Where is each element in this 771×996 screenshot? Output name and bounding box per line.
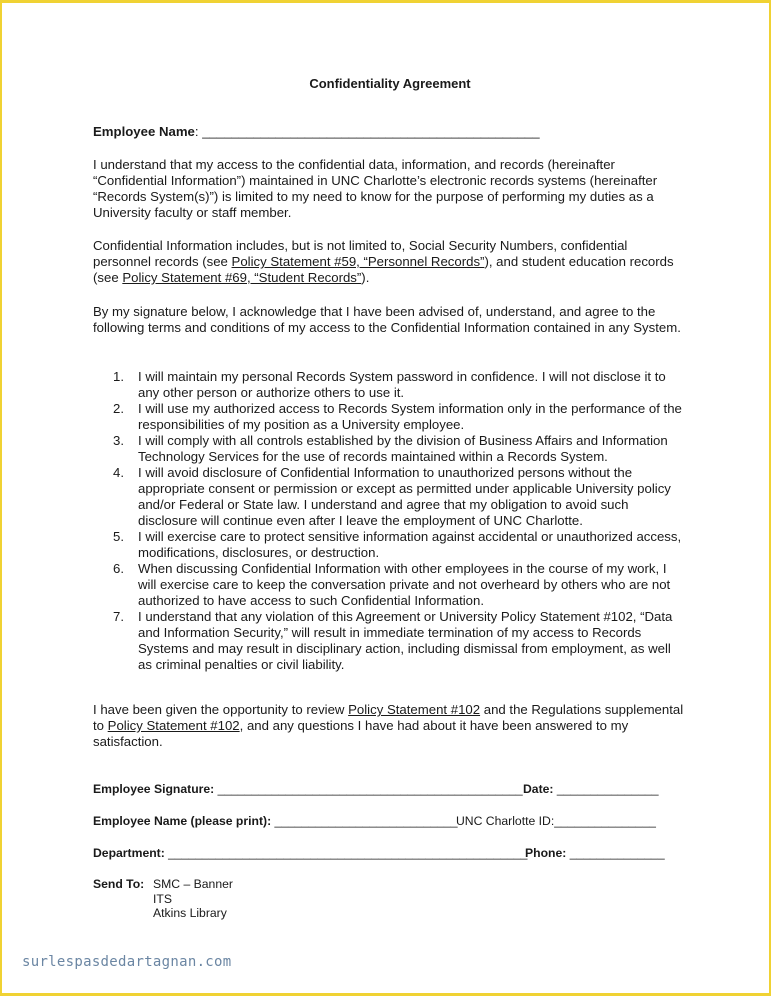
unc-id-row [456,813,656,829]
term-number: 2. [113,401,124,416]
print-name-field[interactable]: ___________________________ [271,814,458,828]
employee-name-label: Employee Name [93,124,195,139]
term-text: I will maintain my personal Records System password in confidence. I will not disclose it to any other person or authorize others to use it. [138,369,666,400]
paragraph4-part1: I have been given the opportunity to review [93,702,349,717]
term-number: 1. [113,369,124,384]
unc-id-label: UNC Charlotte ID: [456,814,555,828]
term-item [93,433,687,465]
send-to-recipient: SMC – Banner [153,877,233,891]
employee-name-blank: : ______________________________________________ [194,124,540,139]
paragraph2-part2: ), and student education records (see [93,254,674,285]
employee-signature-label: Employee Signature: [93,782,215,796]
term-number: 6. [113,561,124,576]
phone-field[interactable]: ______________ [566,846,665,860]
paragraph-review [93,702,687,750]
term-item [93,529,687,561]
unc-id-field[interactable]: _______________ [554,814,656,828]
policy-69-link[interactable]: Policy Statement #69, “Student Records” [122,270,362,285]
term-text: I understand that any violation of this Agreement or University Policy Statement #102, “Data and Information Security,” will result in immediate termination of my access to Records Systems and may result in disciplinary action, including dismissal from employment, as well as criminal penalties or civil liability. [138,609,673,672]
term-item [93,401,687,433]
policy-59-link[interactable]: Policy Statement #59, “Personnel Records” [231,254,485,269]
term-text: I will use my authorized access to Records System information only in the performance of the responsibilities of my position as a University employee. [138,401,682,432]
term-item [93,561,687,609]
send-to-recipient: Atkins Library [153,906,227,920]
watermark-text: surlespasdedartagnan.com [22,954,232,970]
print-name-label: Employee Name (please print): [93,814,272,828]
paragraph2-part1: Confidential Information includes, but is not limited to, Social Security Numbers, confidential personnel records (see [93,238,628,269]
date-label: Date: [523,782,554,796]
terms-list [93,369,687,673]
policy-102-link[interactable]: Policy Statement #102 [107,718,240,733]
send-to-label: Send To: [93,877,145,891]
department-row [93,845,527,861]
department-label: Department: [93,846,165,860]
phone-label: Phone: [525,846,567,860]
employee-name-line [93,124,540,140]
paragraph2-part3: ). [361,270,370,285]
term-number: 7. [113,609,124,624]
phone-row [525,845,665,861]
print-name-row [93,813,458,829]
send-to-recipient: ITS [153,891,172,906]
date-row [523,781,659,797]
send-to-recipients [153,877,233,921]
term-number: 4. [113,465,124,480]
term-item [93,369,687,401]
term-number: 3. [113,433,124,448]
term-text: I will comply with all controls established by the division of Business Affairs and Information Technology Services for the use of records maintained within a Records System. [138,433,668,464]
paragraph-acknowledge: By my signature below, I acknowledge that I have been advised of, understand, and agree to the following terms and conditions of my access to the Confidential Information contained in any System. [93,304,681,335]
term-item [93,465,687,529]
paragraph4-part2: and the Regulations supplemental to [93,702,684,733]
term-item [93,609,687,673]
employee-signature-field[interactable]: _____________________________________________ [214,782,523,796]
signature-row [93,781,523,797]
term-text: When discussing Confidential Information with other employees in the course of my work, I will exercise care to keep the conversation private and not overheard by others who are not authorized to have access to such Confidential Information. [138,561,671,608]
paragraph4-part3: , and any questions I have had about it have been answered to my satisfaction. [93,718,629,749]
term-text: I will exercise care to protect sensitive information against accidental or unauthorized access, modifications, disclosures, or destruction. [138,529,682,560]
send-to-block [93,877,233,921]
policy-102-link[interactable]: Policy Statement #102 [348,702,481,717]
term-number: 5. [113,529,124,544]
term-text: I will avoid disclosure of Confidential Information to unauthorized persons without the appropriate consent or permission or except as permitted under applicable University policy and/or Federal or State law. I understand and agree that my obligation to avoid such disclosure will continue even after I leave the employment of UNC Charlotte. [138,465,671,528]
document-title: Confidentiality Agreement [309,76,471,91]
paragraph-confidential-info [93,238,687,286]
department-field[interactable]: _____________________________________________________ [164,846,528,860]
date-field[interactable]: _______________ [553,782,659,796]
paragraph-access: I understand that my access to the confidential data, information, and records (hereinafter “Confidential Information”) maintained in UNC Charlotte’s electronic records systems (hereinafter “Records System(s)”) is limited to my need to know for the purpose of performing my duties as a University faculty or staff member. [93,157,658,220]
